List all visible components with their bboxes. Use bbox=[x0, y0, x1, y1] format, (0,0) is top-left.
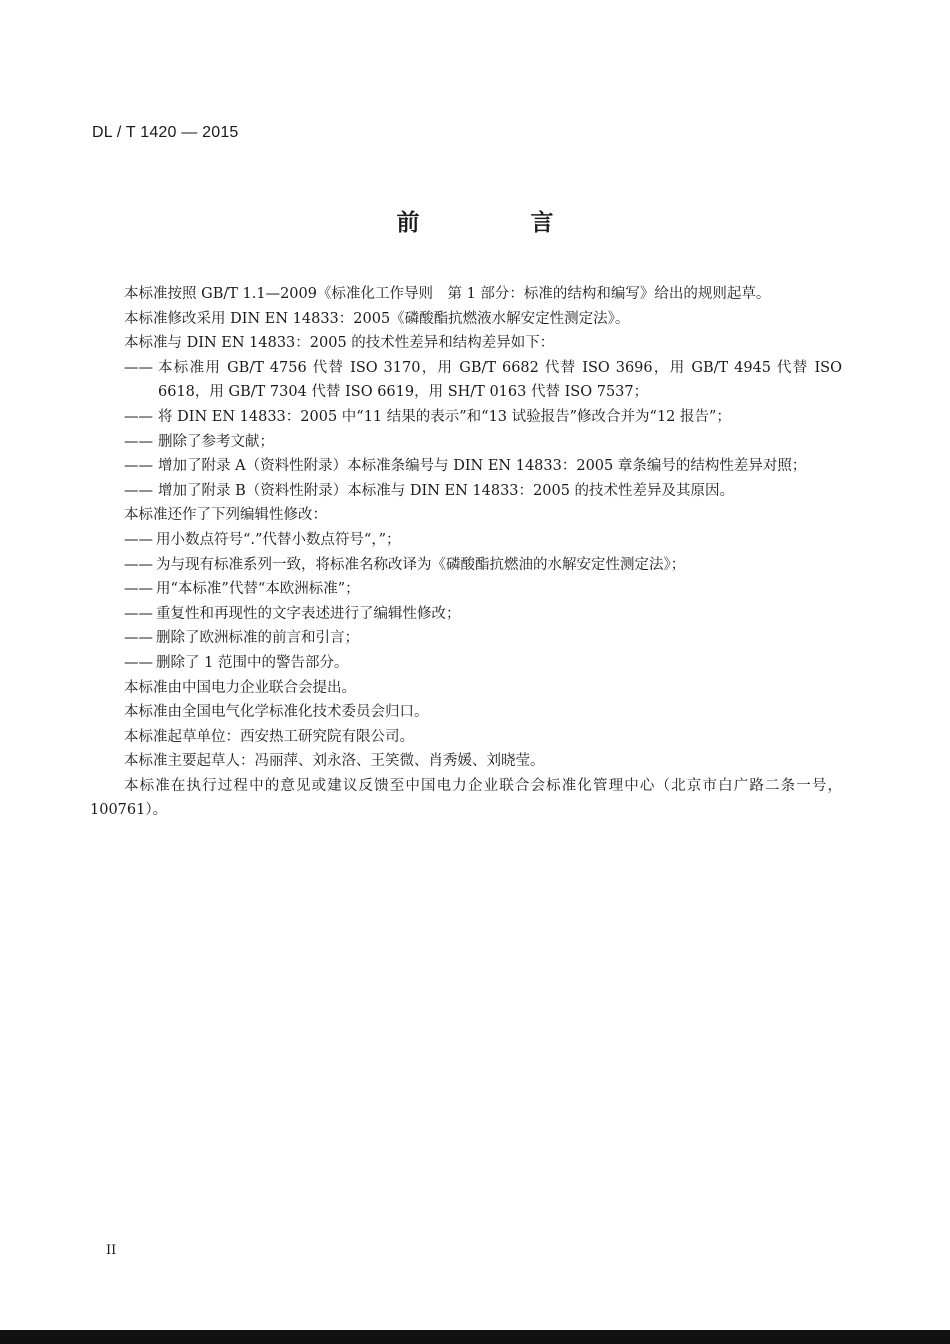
list-item bbox=[90, 405, 842, 430]
paragraph: 本标准在执行过程中的意见或建议反馈至中国电力企业联合会标准化管理中心（北京市白广路二条一号，100761）。 bbox=[90, 777, 842, 819]
dash-marker: —— bbox=[124, 605, 153, 622]
standard-code: DL / T 1420 — 2015 bbox=[92, 124, 239, 141]
list-item-text: 用小数点符号“.”代替小数点符号“，”； bbox=[156, 531, 401, 548]
list-item-text: 重复性和再现性的文字表述进行了编辑性修改； bbox=[156, 605, 461, 622]
paragraph: 本标准主要起草人：冯丽萍、刘永洛、王笑微、肖秀媛、刘晓莹。 bbox=[124, 753, 545, 770]
list-item-text: 本标准用 GB/T 4756 代替 ISO 3170，用 GB/T 6682 代替 ISO 3696，用 GB/T 4945 代替 ISO 6618，用 GB/T 7304 代替 ISO 6619，用 SH/T 0163 代替 ISO 7537； bbox=[158, 359, 842, 401]
list-item bbox=[90, 602, 842, 627]
dash-marker: —— bbox=[124, 556, 153, 573]
dash-marker: —— bbox=[124, 654, 153, 671]
paragraph: 本标准由全国电气化学标准化技术委员会归口。 bbox=[124, 704, 429, 721]
dash-marker: —— bbox=[124, 458, 153, 475]
dash-marker: —— bbox=[124, 581, 153, 598]
dash-marker: —— bbox=[124, 482, 153, 499]
list-item bbox=[90, 577, 842, 602]
paragraph: 本标准起草单位：西安热工研究院有限公司。 bbox=[124, 728, 414, 745]
paragraph: 本标准还作了下列编辑性修改： bbox=[124, 507, 327, 524]
list-item-text: 用“本标准”代替“本欧洲标准”； bbox=[156, 581, 360, 598]
dash-marker: —— bbox=[124, 433, 153, 450]
list-item bbox=[90, 626, 842, 651]
page-number: II bbox=[106, 1243, 117, 1258]
list-item bbox=[90, 651, 842, 676]
foreword-body bbox=[90, 282, 842, 823]
list-item-text: 删除了参考文献； bbox=[158, 433, 274, 450]
dash-marker: —— bbox=[124, 359, 153, 376]
list-item-text: 将 DIN EN 14833：2005 中“11 结果的表示”和“13 试验报告”修改合并为“12 报告”； bbox=[158, 408, 731, 425]
paragraph: 本标准修改采用 DIN EN 14833：2005《磷酸酯抗燃液水解安定性测定法》。 bbox=[124, 310, 630, 327]
list-item bbox=[90, 479, 842, 504]
list-item bbox=[90, 553, 842, 578]
list-item-text: 删除了 1 范围中的警告部分。 bbox=[156, 654, 349, 671]
page-title: 前 言 bbox=[396, 210, 598, 236]
dash-marker: —— bbox=[124, 630, 153, 647]
dash-marker: —— bbox=[124, 408, 153, 425]
list-item bbox=[90, 430, 842, 455]
list-item bbox=[90, 356, 842, 405]
paragraph: 本标准与 DIN EN 14833：2005 的技术性差异和结构差异如下： bbox=[124, 335, 555, 352]
bottom-border bbox=[0, 1330, 950, 1344]
list-item-text: 增加了附录 B（资料性附录）本标准与 DIN EN 14833：2005 的技术性差异及其原因。 bbox=[158, 482, 735, 499]
list-item bbox=[90, 454, 842, 479]
list-item bbox=[90, 528, 842, 553]
dash-marker: —— bbox=[124, 531, 153, 548]
list-item-text: 为与现有标准系列一致，将标准名称改译为《磷酸酯抗燃油的水解安定性测定法》； bbox=[156, 556, 686, 573]
paragraph: 本标准按照 GB/T 1.1—2009《标准化工作导则 第 1 部分：标准的结构和编写》给出的规则起草。 bbox=[124, 286, 771, 302]
list-item-text: 删除了欧洲标准的前言和引言； bbox=[156, 630, 359, 647]
list-item-text: 增加了附录 A（资料性附录）本标准条编号与 DIN EN 14833：2005 章条编号的结构性差异对照； bbox=[158, 458, 807, 475]
paragraph: 本标准由中国电力企业联合会提出。 bbox=[124, 679, 356, 696]
